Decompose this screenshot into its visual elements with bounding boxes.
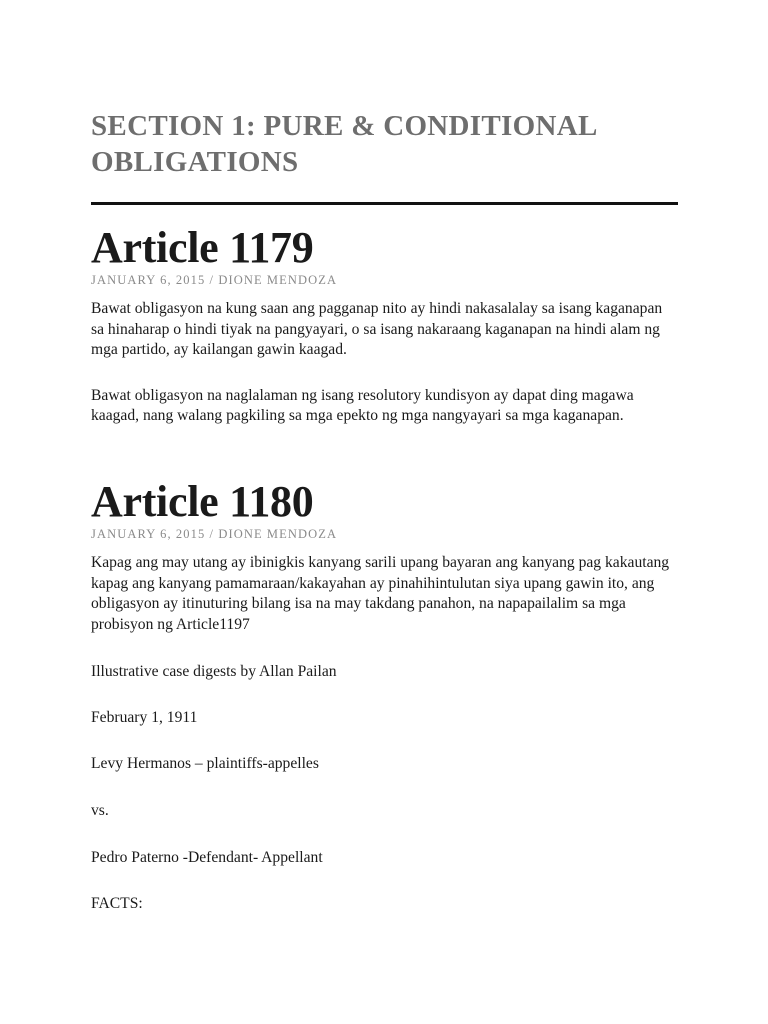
- case-defendant: Pedro Paterno -Defendant- Appellant: [91, 849, 323, 866]
- article-1179: [91, 224, 678, 427]
- case-versus: vs.: [91, 802, 109, 819]
- case-plaintiff: Levy Hermanos – plaintiffs-appelles: [91, 755, 319, 772]
- case-date: February 1, 1911: [91, 709, 198, 726]
- section-divider: [91, 202, 678, 205]
- article-paragraph: Bawat obligasyon na kung saan ang pagganap nito ay hindi nakasalalay sa isang kaganapan sa hinaharap o hindi tiyak na pangyayari, o sa isang nakaraang kaganapan na hindi alam ng mga partido, ay kailangan gawin kaagad.: [91, 300, 663, 358]
- section-title: SECTION 1: PURE & CONDITIONAL OBLIGATIONS: [91, 110, 596, 178]
- article-title: Article 1180: [91, 477, 314, 526]
- article-paragraph: Kapag ang may utang ay ibinigkis kanyang sarili upang bayaran ang kanyang pag kakautang kapag ang kanyang pamamaraan/kakayahan ay pinahihintulutan siya upang gawin ito, ang obligasyon ay itinuturing bilang isa na may takdang panahon, na napapailalim sa mga probisyon ng Article1197: [91, 554, 670, 633]
- article-paragraph: Bawat obligasyon na naglalaman ng isang resolutory kundisyon ay dapat ding magawa kaagad, nang walang pagkiling sa mga epekto ng mga nangyayari sa mga kaganapan.: [91, 386, 634, 424]
- case-facts-heading: FACTS:: [91, 895, 143, 912]
- case-digest-credit: Illustrative case digests by Allan Pailan: [91, 663, 337, 680]
- article-meta: JANUARY 6, 2015 / DIONE MENDOZA: [91, 273, 338, 287]
- article-meta: JANUARY 6, 2015 / DIONE MENDOZA: [91, 527, 338, 541]
- article-1180: [91, 478, 678, 635]
- article-title: Article 1179: [91, 223, 314, 272]
